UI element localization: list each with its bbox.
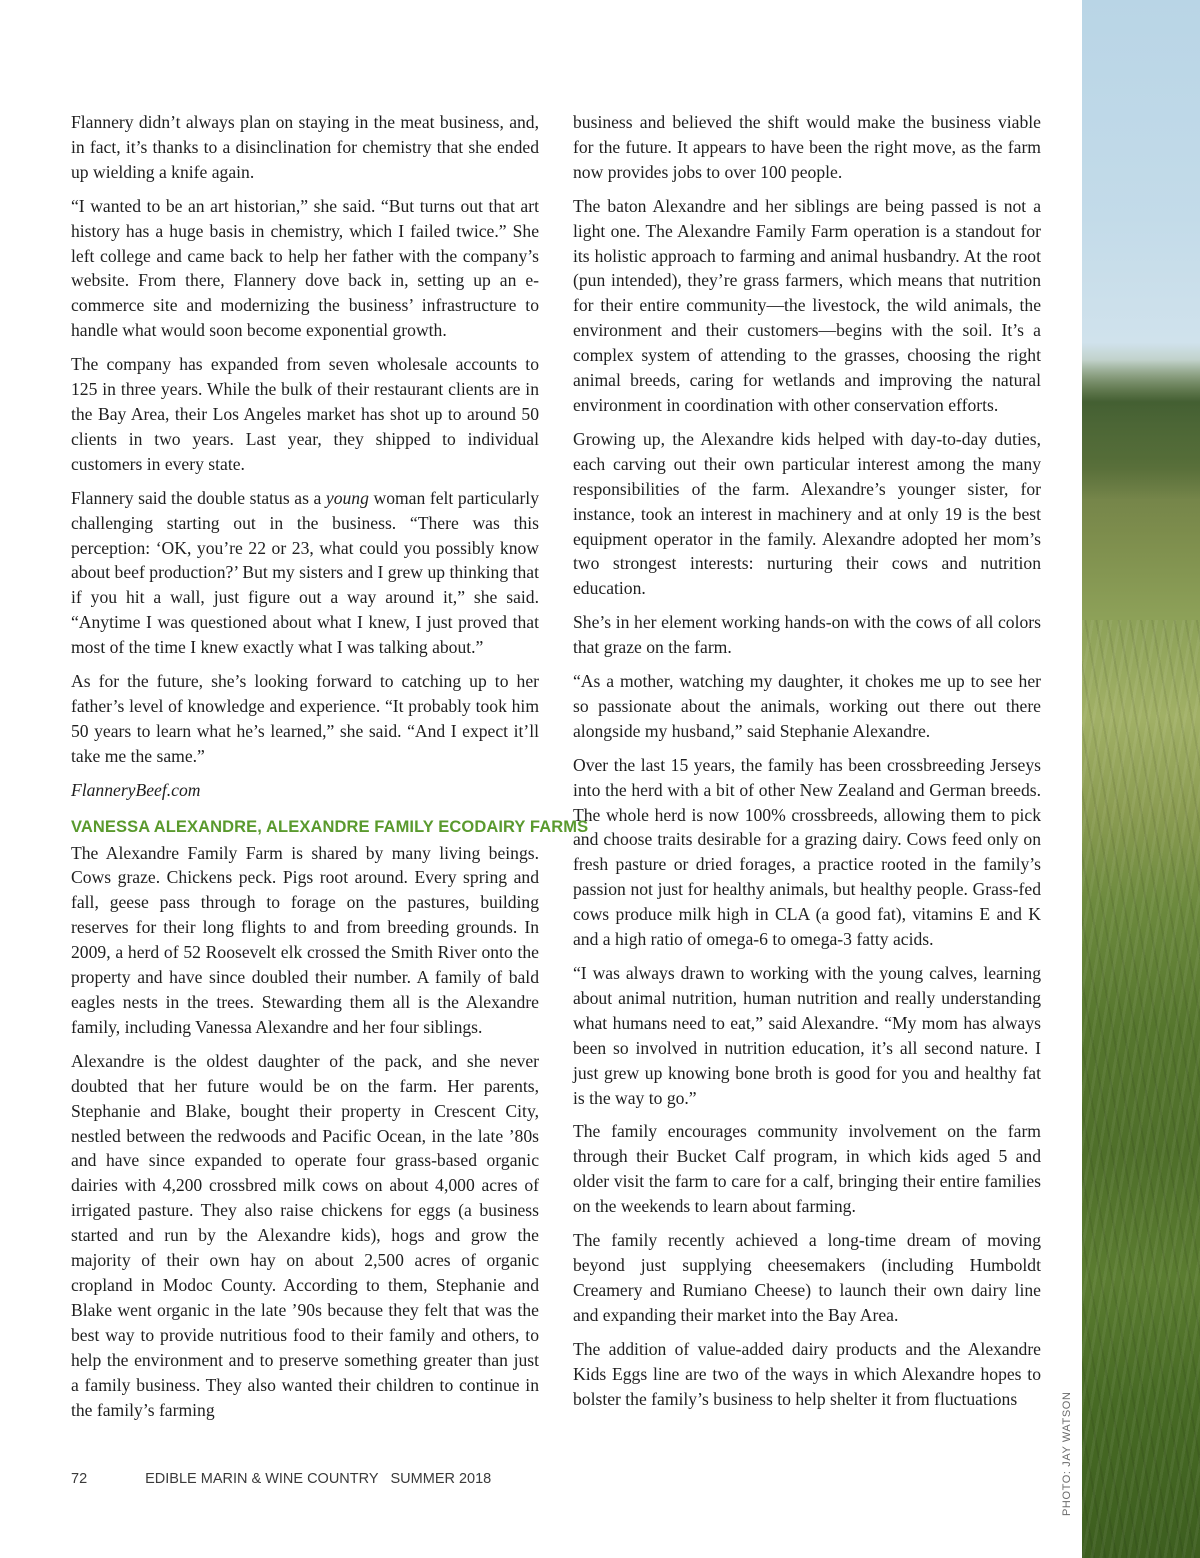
photo-credit: PHOTO: JAY WATSON xyxy=(1061,1391,1073,1516)
body-paragraph: As for the future, she’s looking forward to catching up to her father’s level of knowledge and experience. “It probably took him 50 years to learn what he’s learned,” she said. “And I expect it’ll take me the same.” xyxy=(71,671,539,766)
page-number: 72 xyxy=(71,1471,88,1487)
body-paragraph: Growing up, the Alexandre kids helped with day-to-day duties, each carving out their own particular interest among the many responsibilities of the farm. Alexandre’s younger sister, for instance, took an interest in machinery and at only 19 is the best equipment operator in the family. Alexandre adopted her mom’s two strongest interests: nurturing their cows and nutrition education. xyxy=(573,428,1041,599)
section-heading: VANESSA ALEXANDRE, ALEXANDRE FAMILY ECODAIRY FARMS xyxy=(71,817,589,836)
body-paragraph: Over the last 15 years, the family has been crossbreeding Jerseys into the herd with a bit of other New Zealand and German breeds. The whole herd is now 100% crossbreeds, allowing them to pick and choose traits desirable for a grazing dairy. Cows feed only on fresh pasture or dried forages, a practice rooted in the family’s passion not just for healthy animals, but healthy people. Grass-fed cows produce milk high in CLA (a good fat), vitamins E and K and a high ratio of omega-6 to omega-3 fatty acids. xyxy=(573,754,1041,950)
tree-line xyxy=(1082,360,1200,500)
body-paragraph: The family encourages community involvement on the farm through their Bucket Calf program, in which kids aged 5 and older visit the farm to care for a calf, bringing their entire families on the weekends to learn about farming. xyxy=(573,1121,1041,1217)
left-column xyxy=(71,110,589,1431)
body-paragraph: The addition of value-added dairy products and the Alexandre Kids Eggs line are two of the ways in which Alexandre hopes to bolster the family’s business to help shelter it from fluctuations xyxy=(573,1338,1041,1409)
body-paragraph: Flannery didn’t always plan on staying in the meat business, and, in fact, it’s thanks to a disinclination for chemistry that she ended up wielding a knife again. xyxy=(71,112,539,182)
body-paragraph: The Alexandre Family Farm is shared by many living beings. Cows graze. Chickens peck. Pigs root around. Every spring and fall, geese pass through to forage on the pastures, building reserves for their long flights to and from breeding grounds. In 2009, a herd of 52 Roosevelt elk crossed the Smith River onto the property and have since doubled their number. A family of bald eagles nests in the trees. Stewarding them all is the Alexandre family, including Vanessa Alexandre and her four siblings. xyxy=(71,842,539,1037)
body-paragraph: business and believed the shift would make the business viable for the future. It appears to have been the right move, as the farm now provides jobs to over 100 people. xyxy=(573,112,1041,182)
publication-name: EDIBLE MARIN & WINE COUNTRY xyxy=(145,1471,379,1487)
body-paragraph: The family recently achieved a long-time dream of moving beyond just supplying cheesemakers (including Humboldt Creamery and Rumiano Cheese) to launch their own dairy line and expanding their market into the Bay Area. xyxy=(573,1230,1041,1325)
body-paragraph: She’s in her element working hands-on with the cows of all colors that graze on the farm. xyxy=(573,612,1041,658)
body-paragraph: “As a mother, watching my daughter, it chokes me up to see her so passionate about the animals, working out there out there alongside my husband,” said Stephanie Alexandre. xyxy=(573,671,1041,741)
page-footer xyxy=(71,1471,491,1487)
issue-date: SUMMER 2018 xyxy=(390,1471,492,1487)
body-paragraph: Alexandre is the oldest daughter of the pack, and she never doubted that her future would be on the farm. Her parents, Stephanie and Blake, bought their property in Crescent City, nestled between the redwoods and Pacific Ocean, in the late ’80s and have since expanded to operate four grass-based organic dairies with 4,200 crossbred milk cows on about 4,000 acres of irrigated pasture. They also raise chickens for eggs (a business started and run by the Alexandre kids), hogs and grow the majority of their own hay on about 2,500 acres of organic cropland in Modoc County. According to them, Stephanie and Blake went organic in the late ’90s because they felt that was the best way to provide nutritious food to their family and others, to help the environment and to preserve something greater than just a family business. They also wanted their children to continue in the family’s farming xyxy=(71,1050,539,1420)
pasture-photo-strip xyxy=(1082,0,1200,1558)
body-paragraph: The company has expanded from seven wholesale accounts to 125 in three years. While the bulk of their restaurant clients are in the Bay Area, their Los Angeles market has shot up to around 50 clients in two years. Last year, they shipped to individual customers in every state. xyxy=(71,354,539,474)
body-paragraph xyxy=(71,486,539,660)
text-run: woman felt particularly challenging starting out in the business. “There was this perception: ‘OK, you’re 22 or 23, what could you possibly know about beef production?’ But my sisters and I grew up thinking that if you hit a wall, just figure out a way around it,” she said. “Anytime I was questioned about what I knew, I just proved that most of the time I knew exactly what I was talking about.” xyxy=(71,487,539,658)
website-link: FlanneryBeef.com xyxy=(71,779,201,800)
body-paragraph: The baton Alexandre and her siblings are being passed is not a light one. The Alexandre Family Farm operation is a standout for its holistic approach to farming and animal husbandry. At the root (pun intended), they’re grass farmers, which means that nutrition for their entire community—the livestock, the wild animals, the environment and their customers—begins with the soil. It’s a complex system of attending to the grasses, choosing the right animal breeds, caring for wetlands and improving the natural environment in coordination with other conservation efforts. xyxy=(573,195,1041,415)
emphasis: young xyxy=(325,487,369,508)
body-paragraph: “I wanted to be an art historian,” she said. “But turns out that art history has a huge basis in chemistry, which I failed twice.” She left college and came back to help her father with the company’s website. From there, Flannery dove back in, setting up an e-commerce site and modernizing the business’ infrastructure to handle what would soon become exponential growth. xyxy=(71,195,539,341)
text-run: Flannery said the double status as a xyxy=(71,487,326,508)
right-column xyxy=(573,110,1041,1420)
grass-field xyxy=(1082,620,1200,1558)
body-paragraph: “I was always drawn to working with the young calves, learning about animal nutrition, human nutrition and really understanding what humans need to eat,” said Alexandre. “My mom has always been so involved in nutrition education, it’s all second nature. I just grew up knowing bone broth is good for you and healthy fat is the way to go.” xyxy=(573,963,1041,1108)
